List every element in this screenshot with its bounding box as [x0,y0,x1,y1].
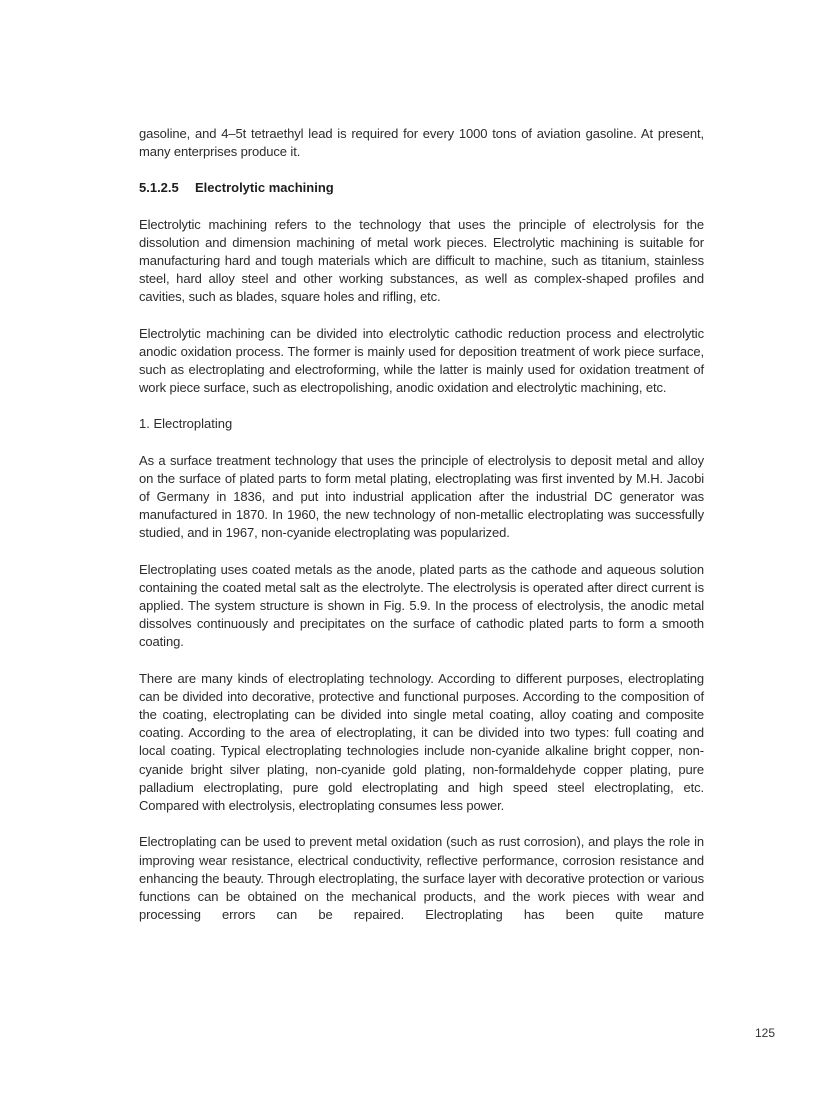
paragraph-electroplating-uses: Electroplating can be used to prevent metal oxidation (such as rust corrosion), and plays the role in improving wear resistance, electrical conductivity, reflective performance, corrosion resistance and enhancing the beauty. Through electroplating, the surface layer with decorative protection or various functions can be obtained on the mechanical products, and the work pieces with wear and processing errors can be repaired. Electroplating has been quite mature [139,834,704,923]
page-body [139,125,704,924]
paragraph-electroplating-history: As a surface treatment technology that uses the principle of electrolysis to deposit metal and alloy on the surface of plated parts to form metal plating, electroplating was first invented by M.H. Jacobi of Germany in 1836, and put into industrial application after the industrial DC generator was manufactured in 1870. In 1960, the new technology of non-metallic electroplating was successfully studied, and in 1967, non-cyanide electroplating was popularized. [139,452,704,541]
section-number: 5.1.2.5 [139,180,179,196]
page-number: 125 [754,1026,775,1040]
subsection-heading: 1. Electroplating [139,416,233,432]
paragraph-electroplating-kinds: There are many kinds of electroplating technology. According to different purposes, electroplating can be divided into decorative, protective and functional purposes. According to the composition of the coating, electroplating can be divided into single metal coating, alloy coating and composite coating. According to the area of electroplating, it can be divided into two types: full coating and local coating. Typical electroplating technologies include non-cyanide alkaline bright copper, non-cyanide bright silver plating, non-cyanide gold plating, non-formaldehyde copper plating, pure palladium electroplating, pure gold electroplating and high speed steel electroplating, etc. Compared with electrolysis, electroplating consumes less power. [139,670,704,814]
paragraph-continuation: gasoline, and 4–5t tetraethyl lead is required for every 1000 tons of aviation gasoline. At present, many enterprises produce it. [139,126,704,160]
section-heading [139,179,704,197]
paragraph-electrolytic-machining-types: Electrolytic machining can be divided into electrolytic cathodic reduction process and electrolytic anodic oxidation process. The former is mainly used for deposition treatment of work piece surface, such as electroplating and electroforming, while the latter is mainly used for oxidation treatment of work piece surface, such as electropolishing, anodic oxidation and electrolytic machining, etc. [139,325,704,396]
paragraph-electroplating-process: Electroplating uses coated metals as the anode, plated parts as the cathode and aqueous solution containing the coated metal salt as the electrolyte. The electrolysis is operated after direct current is applied. The system structure is shown in Fig. 5.9. In the process of electrolysis, the anodic metal dissolves continuously and precipitates on the surface of cathodic plated parts to form a smooth coating. [139,561,704,650]
paragraph-electrolytic-machining-definition: Electrolytic machining refers to the technology that uses the principle of electrolysis for the dissolution and dimension machining of metal work pieces. Electrolytic machining is suitable for manufacturing hard and tough materials which are difficult to machine, such as titanium, stainless steel, hard alloy steel and other working substances, as well as complex-shaped profiles and cavities, such as blades, square holes and rifling, etc. [139,216,704,305]
section-title: Electrolytic machining [195,180,334,196]
